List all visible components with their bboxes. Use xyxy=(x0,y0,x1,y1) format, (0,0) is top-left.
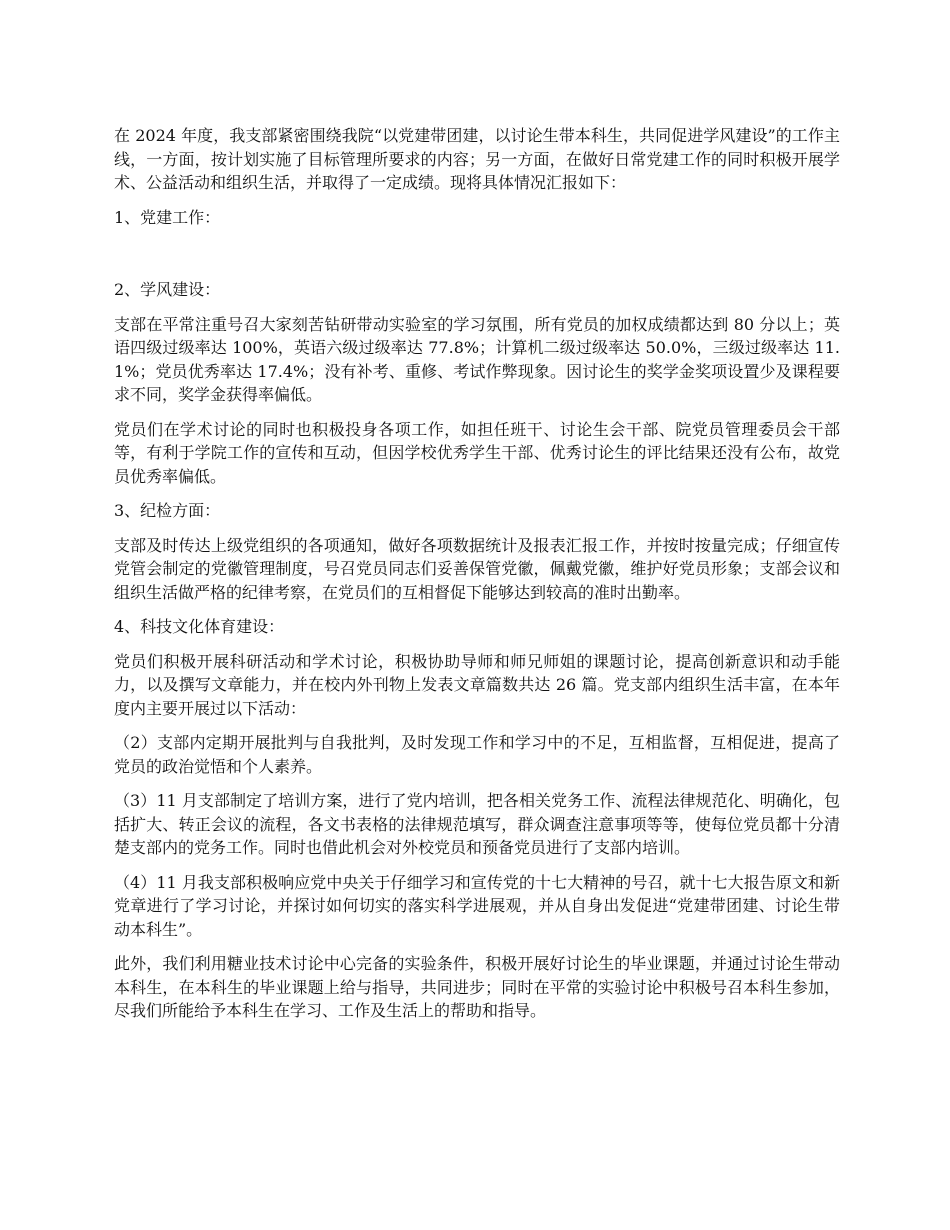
empty-section-space xyxy=(114,240,840,278)
section-heading-discipline: 3、纪检方面： xyxy=(114,501,221,520)
section-heading-sci-culture-sports: 4、科技文化体育建设： xyxy=(114,617,285,636)
document-body xyxy=(114,124,840,1034)
activity-item-4: （4）11 月我支部积极响应党中央关于仔细学习和宣传党的十七大精神的号召，就十七大报告原文和新党章进行了学习讨论，并探讨如何切实的落实科学进展观，并从自身出发促进“党建带团建、讨论生带动本科生”。 xyxy=(114,872,840,939)
section-heading-party-building: 1、党建工作： xyxy=(114,207,221,227)
sci-culture-paragraph: 党员们积极开展科研活动和学术讨论，积极协助导师和师兄师姐的课题讨论，提高创新意识和动手能力，以及撰写文章能力，并在校内外刊物上发表文章篇数共达 26 篇。党支部内组织生活丰富，在本年度内主要开展过以下活动： xyxy=(114,651,840,718)
section-heading-study-style: 2、学风建设： xyxy=(114,280,221,299)
discipline-paragraph: 支部及时传达上级党组织的各项通知，做好各项数据统计及报表汇报工作，并按时按量完成；仔细宣传党管会制定的党徽管理制度，号召党员同志们妥善保管党徽，佩戴党徽，维护好党员形象；支部会议和组织生活做严格的纪律考察，在党员们的互相督促下能够达到较高的准时出勤率。 xyxy=(114,535,840,602)
activity-item-2: （2）支部内定期开展批判与自我批判，及时发现工作和学习中的不足，互相监督，互相促进，提高了党员的政治觉悟和个人素养。 xyxy=(114,733,840,776)
activity-item-3: （3）11 月支部制定了培训方案，进行了党内培训，把各相关党务工作、流程法律规范化、明确化，包括扩大、转正会议的流程，各文书表格的法律规范填写，群众调查注意事项等等，使每位党员都十分清楚支部内的党务工作。同时也借此机会对外校党员和预备党员进行了支部内培训。 xyxy=(114,791,840,857)
study-style-paragraph-1: 支部在平常注重号召大家刻苦钻研带动实验室的学习氛围，所有党员的加权成绩都达到 80 分以上；英语四级过级率达 100%，英语六级过级率达 77.8%；计算机二级过级率达 50.0%，三级过级率达 11.1%；党员优秀率达 17.4%；没有补考、重修、考试作弊现象。因讨论生的奖学金奖项设置少及课程要求不同，奖学金获得率偏低。 xyxy=(114,314,840,404)
intro-paragraph: 在 2024 年度，我支部紧密围绕我院“以党建带团建，以讨论生带本科生，共同促进学风建设”的工作主线，一方面，按计划实施了目标管理所要求的内容；另一方面，在做好日常党建工作的同时积极开展学术、公益活动和组织生活，并取得了一定成绩。现将具体情况汇报如下： xyxy=(114,126,840,192)
study-style-paragraph-2: 党员们在学术讨论的同时也积极投身各项工作，如担任班干、讨论生会干部、院党员管理委员会干部等，有利于学院工作的宣传和互动，但因学校优秀学生干部、优秀讨论生的评比结果还没有公布，故党员优秀率偏低。 xyxy=(114,419,840,486)
closing-paragraph: 此外，我们利用糖业技术讨论中心完备的实验条件，积极开展好讨论生的毕业课题，并通过讨论生带动本科生，在本科生的毕业课题上给与指导，共同进步；同时在平常的实验讨论中积极号召本科生参加，尽我们所能给予本科生在学习、工作及生活上的帮助和指导。 xyxy=(114,954,840,1020)
